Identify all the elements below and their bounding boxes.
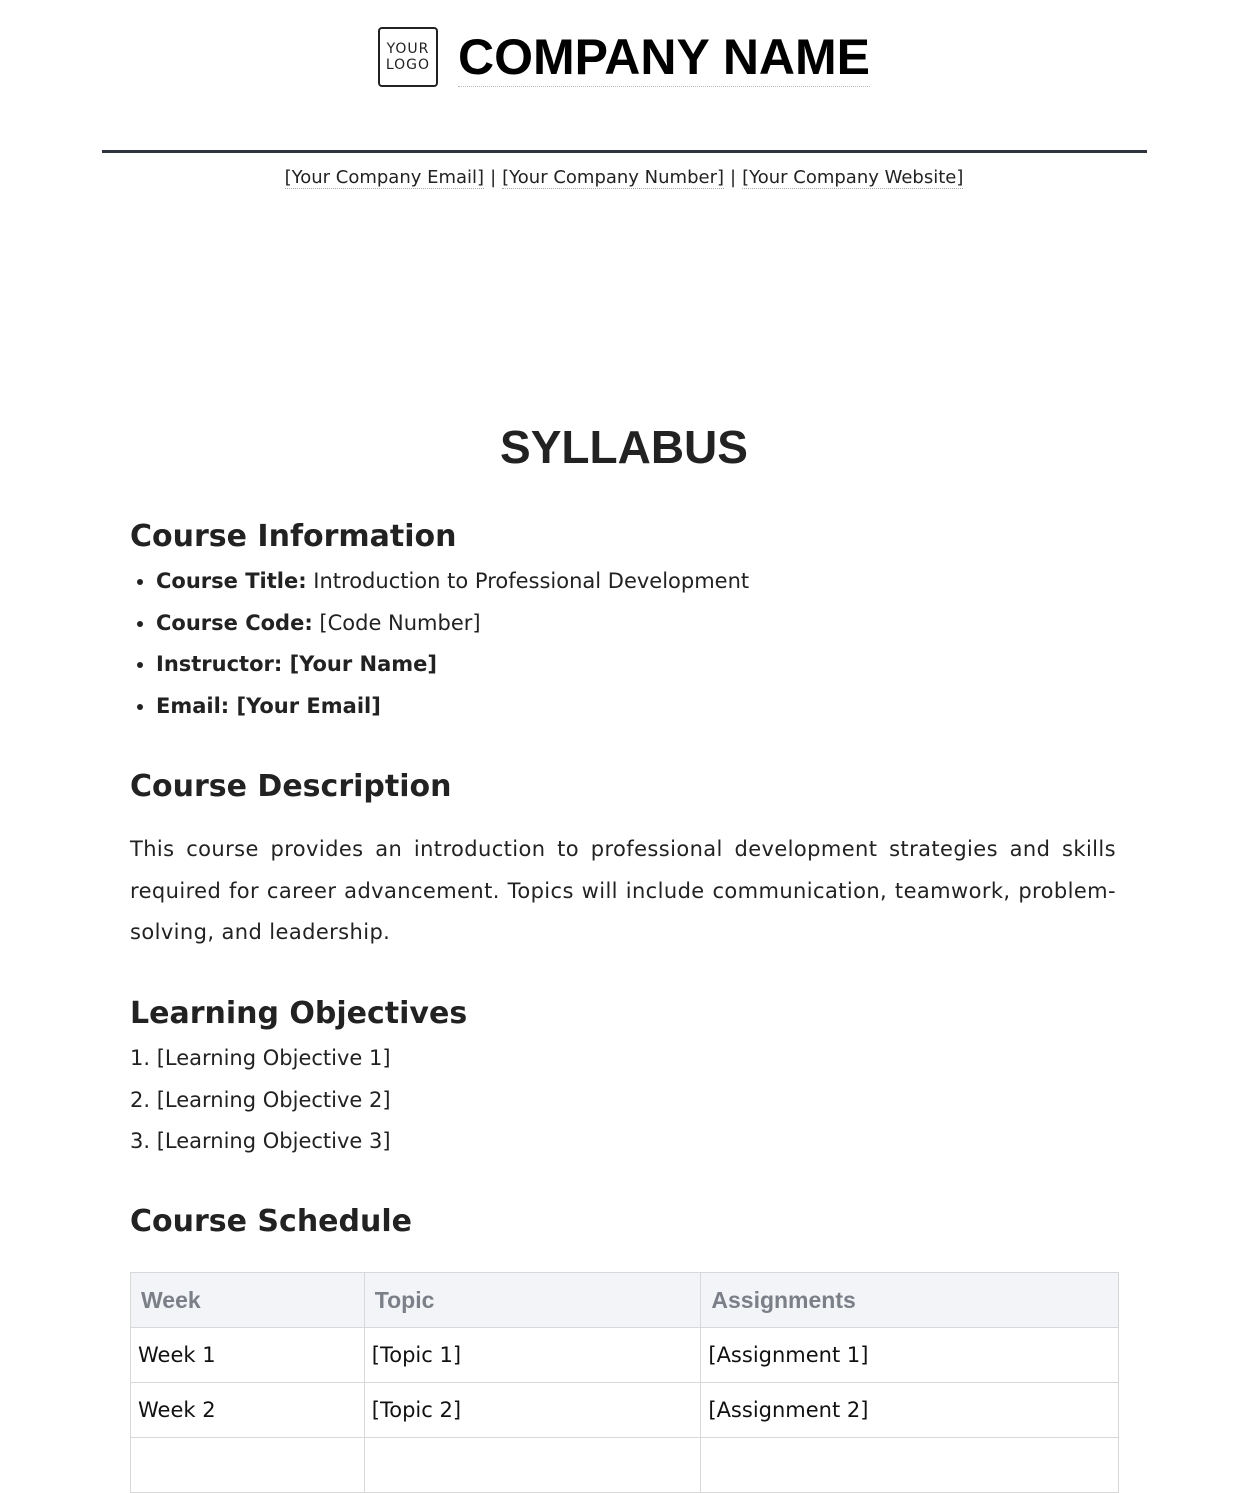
course-information-list: [130, 561, 1116, 727]
course-code-value: [Code Number]: [319, 610, 481, 635]
contact-separator: |: [730, 167, 737, 188]
list-item: [156, 644, 1116, 686]
company-logo: YOUR LOGO: [378, 27, 438, 87]
course-title-label: Course Title:: [156, 569, 307, 593]
table-cell: [Assignment 2]: [701, 1383, 1119, 1438]
company-contact-line: [0, 167, 1248, 188]
column-header-assignments: Assignments: [701, 1273, 1119, 1328]
list-item: 1. [Learning Objective 1]: [130, 1046, 391, 1070]
table-cell: [Topic 2]: [364, 1383, 701, 1438]
table-cell: [131, 1438, 365, 1493]
table-cell: Week 1: [131, 1328, 365, 1383]
course-schedule-heading: Course Schedule: [130, 1204, 412, 1239]
course-information-heading: Course Information: [130, 519, 457, 554]
course-title-value: Introduction to Professional Development: [313, 569, 750, 593]
list-item: 3. [Learning Objective 3]: [130, 1129, 391, 1153]
company-number: [Your Company Number]: [502, 167, 725, 188]
table-cell: [Assignment 1]: [701, 1328, 1119, 1383]
company-website: [Your Company Website]: [742, 167, 964, 188]
table-row: [131, 1383, 1119, 1438]
list-item: [156, 686, 1116, 728]
email-label: Email: [Your Email]: [156, 693, 381, 718]
list-item: 2. [Learning Objective 2]: [130, 1087, 391, 1112]
course-code-label: Course Code:: [156, 610, 313, 635]
learning-objectives-section: [130, 994, 1116, 1163]
table-header-row: [131, 1273, 1119, 1328]
course-information-section: [130, 517, 1116, 727]
course-description-section: [130, 767, 1116, 954]
table-cell: [364, 1438, 701, 1493]
column-header-week: Week: [131, 1273, 365, 1328]
course-schedule-section: [130, 1202, 1116, 1242]
list-item: [156, 603, 1116, 645]
header-divider: [102, 150, 1147, 153]
company-email: [Your Company Email]: [284, 167, 485, 188]
table-cell: [Topic 1]: [364, 1328, 701, 1383]
company-name: COMPANY NAME: [458, 26, 870, 87]
document-title: SYLLABUS: [500, 421, 748, 473]
table-row: [131, 1438, 1119, 1493]
table-row: [131, 1328, 1119, 1383]
course-description-heading: Course Description: [130, 769, 452, 804]
instructor-label: Instructor: [Your Name]: [156, 652, 437, 676]
table-cell: Week 2: [131, 1383, 365, 1438]
learning-objectives-list: [130, 1038, 1116, 1163]
course-schedule-table: [130, 1272, 1119, 1493]
table-cell: [701, 1438, 1119, 1493]
course-description-text: This course provides an introduction to professional development strategies and skills required for career advancement. Topics will include communication, teamwork, problem-solving, and leadership.: [130, 837, 1116, 944]
letterhead: [0, 26, 1248, 87]
learning-objectives-heading: Learning Objectives: [130, 996, 468, 1031]
column-header-topic: Topic: [364, 1273, 701, 1328]
contact-separator: |: [490, 167, 497, 188]
list-item: [156, 561, 1116, 603]
